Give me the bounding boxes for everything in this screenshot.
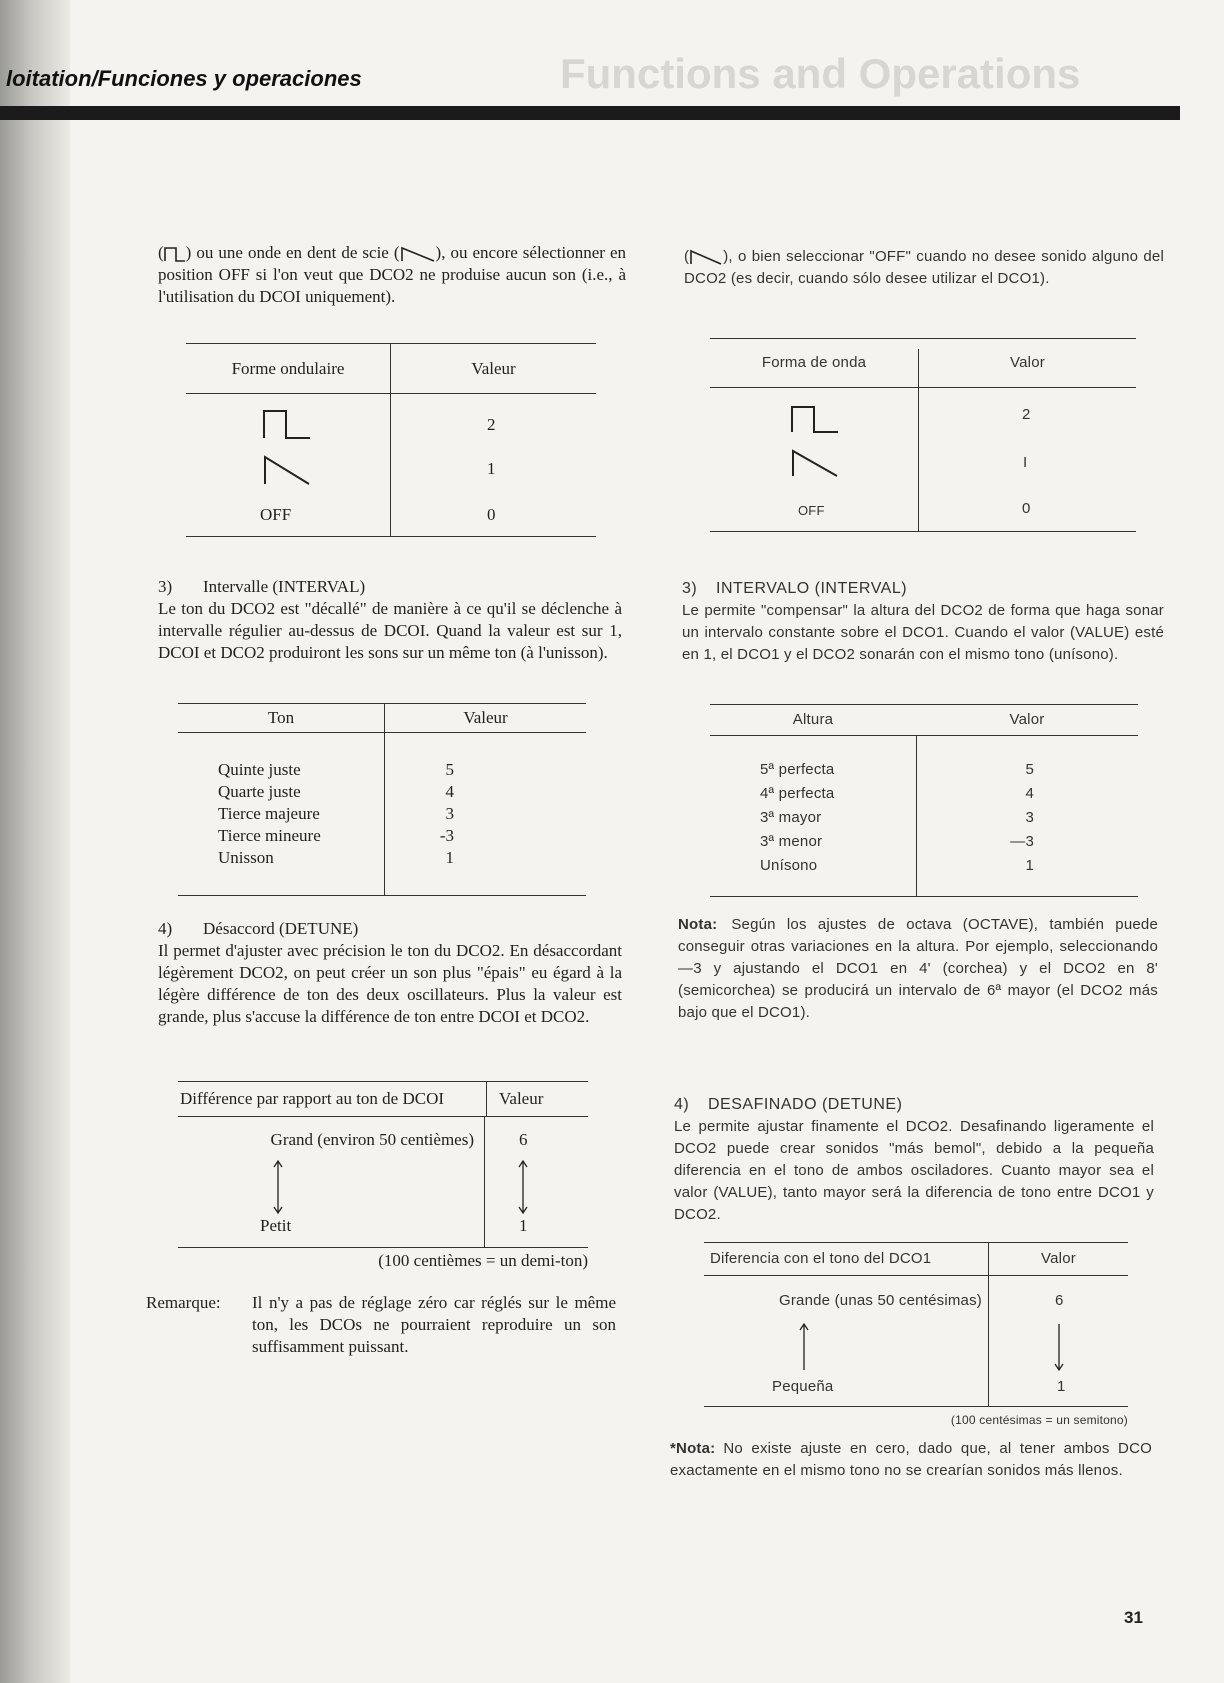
section-heading — [158, 576, 622, 598]
table-header-right: Valeur — [499, 1089, 544, 1108]
value-1: I — [1023, 454, 1028, 471]
note-text: No existe ajuste en cero, dado que, al tener ambos DCO exactamente en el mismo tono no se crearían sonidos más llenos. — [670, 1440, 1152, 1479]
detune-large-value: 6 — [519, 1130, 528, 1149]
table-row: 3ª menor — [760, 833, 823, 850]
table-footnote: (100 centièmes = un demi-ton) — [378, 1251, 588, 1270]
square-wave-icon — [262, 408, 312, 440]
left-intro: ( ) ou une onde en dent de scie ( ), ou encore sélectionner en position OFF si l'on veut que DCO2 ne produise aucun son (i.e., à l'utilisation du DCOI uniquement). — [158, 243, 626, 306]
section-heading — [674, 1094, 1154, 1116]
detune-small-value: 1 — [519, 1216, 528, 1235]
right-note-2 — [670, 1438, 1152, 1482]
table-cell-value: 1 — [1025, 857, 1034, 874]
table-header-left: Forma de onda — [710, 349, 919, 387]
table-header-left: Altura — [792, 711, 834, 728]
table-header-left: Diferencia con el tono del DCO1 — [704, 1243, 989, 1275]
left-intro-text-2: ), ou encore sélectionner en position OFF si l'on veut que DCO2 ne produise aucun son (i.e., à l'utilisation du DCOI uniquement). — [158, 243, 626, 306]
table-header-right: Valeur — [471, 359, 516, 378]
section-body: Le permite ajustar finamente el DCO2. Desafinando ligeramente el DCO2 puede crear sonidos "más bemol", debido a la pequeña diferencia en el tono de ambos osciladores. Cuanto mayor sea el valor (VALUE), tanto mayor será la diferencia de tono entre DCO1 y DCO2. — [674, 1118, 1154, 1223]
double-arrow-icon — [272, 1159, 284, 1215]
double-arrow-icon — [517, 1159, 529, 1215]
sawtooth-wave-icon — [689, 249, 723, 265]
sawtooth-wave-icon — [262, 454, 312, 486]
table-cell-value: 4 — [1025, 785, 1034, 802]
section-heading — [158, 918, 622, 940]
right-intro-text: ), o bien seleccionar "OFF" cuando no desee sonido alguno del DCO2 (es decir, cuando sólo desee utilizar el DCO1). — [684, 248, 1164, 287]
sawtooth-wave-icon — [790, 448, 840, 478]
section-body: Le permite "compensar" la altura del DCO2 de forma que haga sonar un intervalo constante sobre el DCO1. Cuando el valor (VALUE) esté en 1, el DCO1 y el DCO2 sonarán con el mismo tono (unísono). — [682, 602, 1164, 663]
section-title: DESAFINADO (DETUNE) — [708, 1096, 903, 1113]
left-section-3 — [158, 576, 622, 664]
right-detune-table — [704, 1242, 1128, 1431]
table-row: Quarte juste — [218, 782, 301, 801]
detune-small-label: Petit — [260, 1216, 292, 1235]
table-cell-value: 4 — [445, 782, 454, 801]
table-cell-value: 5 — [1025, 761, 1034, 778]
table-cell-value: 5 — [445, 760, 454, 779]
off-label: OFF — [260, 505, 292, 524]
square-wave-icon — [790, 404, 840, 434]
table-row: Unisson — [218, 848, 274, 867]
table-footnote: (100 centésimas = un semitono) — [950, 1413, 1128, 1427]
table-cell-value: 3 — [1025, 809, 1034, 826]
section-body: Le ton du DCO2 est "décallé" de manière à ce qu'il se déclenche à intervalle régulier au-dessus de DCOI. Quand la valeur est sur 1, DCOI et DCO2 produiront les sons sur un même ton (à l'unisson). — [158, 599, 622, 662]
right-wave-table — [710, 338, 1136, 532]
off-label: OFF — [798, 503, 825, 518]
table-row: Tierce majeure — [218, 804, 320, 823]
table-header-right: Valor — [1010, 354, 1045, 371]
table-header-right: Valor — [1041, 1250, 1076, 1267]
detune-small-label: Pequeña — [772, 1378, 834, 1395]
section-number: 4) — [674, 1096, 690, 1113]
left-remark — [146, 1292, 616, 1358]
section-body: Il permet d'ajuster avec précision le ton du DCO2. En désaccordant légèrement DCO2, on peut créer un son plus "épais" eu égard à la légère différence de ton des deux oscillateurs. Plus la valeur est grande, plus s'accuse la différence de ton entre DCOI et DCO2. — [158, 941, 622, 1026]
right-note — [678, 914, 1158, 1024]
section-title: Intervalle (INTERVAL) — [203, 577, 366, 596]
section-number: 4) — [158, 919, 173, 938]
right-interval-table — [710, 704, 1138, 897]
right-intro: ( ), o bien seleccionar "OFF" cuando no desee sonido alguno del DCO2 (es decir, cuando sólo desee utilizar el DCO1). — [684, 248, 1164, 287]
table-header-right: Valeur — [463, 708, 508, 727]
table-row: Tierce mineure — [218, 826, 321, 845]
header-ghost-text: Functions and Operations — [560, 50, 1081, 97]
header-title — [6, 66, 362, 92]
section-title: Désaccord (DETUNE) — [203, 919, 359, 938]
left-interval-table — [178, 703, 586, 896]
section-heading — [682, 578, 1164, 600]
detune-small-value: 1 — [1057, 1378, 1066, 1395]
remark-text: Il n'y a pas de réglage zéro car réglés sur le même ton, les DCOs ne pourraient reproduire un son suffisamment puissant. — [252, 1293, 616, 1356]
book-spine-shadow — [0, 0, 70, 1683]
value-2: 2 — [487, 415, 496, 434]
table-cell-value: 3 — [445, 804, 454, 823]
section-title: INTERVALO (INTERVAL) — [716, 580, 908, 597]
right-section-3 — [682, 578, 1164, 666]
table-header-right: Valor — [1009, 711, 1045, 728]
table-row: 5ª perfecta — [760, 761, 835, 778]
table-header-left: Forme ondulaire — [186, 344, 391, 393]
value-2: 2 — [1022, 406, 1031, 423]
table-row: Unísono — [760, 857, 818, 874]
left-detune-table — [178, 1081, 588, 1272]
left-intro-text: ou une onde en dent de scie ( — [196, 243, 400, 262]
value-1: 1 — [487, 459, 496, 478]
double-arrow-icon — [798, 1322, 810, 1372]
right-section-4 — [674, 1094, 1154, 1226]
remark-label: Remarque: — [146, 1293, 221, 1312]
left-column — [158, 242, 626, 308]
detune-large-label: Grand (environ 50 centièmes) — [270, 1130, 474, 1149]
square-wave-icon — [164, 246, 186, 262]
table-cell-value: 1 — [445, 848, 454, 867]
value-0: 0 — [487, 505, 496, 524]
note-label: *Nota: — [670, 1440, 716, 1457]
table-header-left: Différence par rapport au ton de DCOI — [178, 1082, 487, 1116]
left-section-4 — [158, 918, 622, 1028]
detune-large-label: Grande (unas 50 centésimas) — [778, 1292, 982, 1309]
header-title-prefix: loitatio — [6, 66, 79, 91]
left-wave-table — [186, 343, 596, 537]
header-rule — [0, 106, 1180, 120]
note-label: Nota: — [678, 916, 718, 933]
sawtooth-wave-icon — [400, 246, 436, 262]
table-cell-value: —3 — [1010, 833, 1034, 850]
table-row: 3ª mayor — [760, 809, 822, 826]
page-number: 31 — [1124, 1608, 1143, 1627]
table-row: 4ª perfecta — [760, 785, 835, 802]
detune-large-value: 6 — [1055, 1292, 1064, 1309]
table-cell-value: -3 — [439, 826, 454, 845]
section-number: 3) — [682, 580, 698, 597]
note-text: Según los ajustes de octava (OCTAVE), también puede conseguir otras variaciones en la altura. Por ejemplo, seleccionando —3 y ajustando el DCO1 en 4' (corchea) y el DCO2 en 8' (semicorchea) se producirá un intervalo de 6ª mayor (el DCO2 más bajo que el DCO1). — [678, 916, 1158, 1021]
header-title-main: n/Funciones y operaciones — [78, 66, 362, 91]
table-header-left: Ton — [178, 704, 385, 732]
table-row: Quinte juste — [218, 760, 301, 779]
page-header — [0, 50, 1180, 120]
value-0: 0 — [1022, 500, 1031, 517]
double-arrow-icon — [1053, 1322, 1065, 1372]
section-number: 3) — [158, 577, 173, 596]
